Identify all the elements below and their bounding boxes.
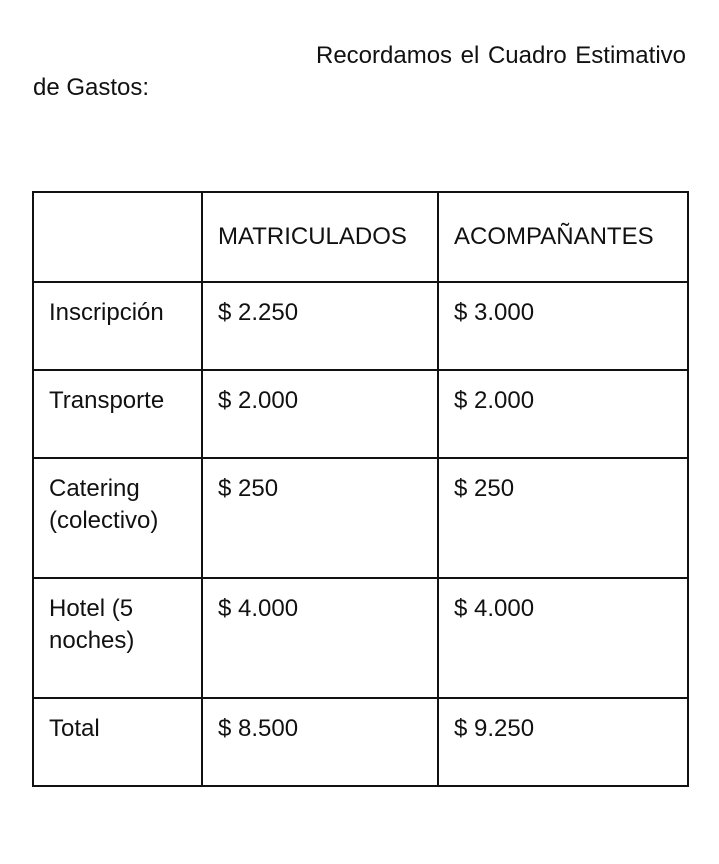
row-label: Transporte <box>33 370 202 458</box>
matriculados-cell: $ 250 <box>202 458 438 578</box>
matriculados-cell: $ 4.000 <box>202 578 438 698</box>
acompanantes-cell: $ 250 <box>438 458 688 578</box>
total-label: Total <box>33 698 202 786</box>
matriculados-cell: $ 2.000 <box>202 370 438 458</box>
table-row <box>33 370 688 458</box>
header-cell-empty <box>33 192 202 282</box>
intro-paragraph: Recordamos el Cuadro Estimativo de Gastos: <box>33 42 686 101</box>
table-row <box>33 578 688 698</box>
row-label: Hotel (5 noches) <box>33 578 202 698</box>
acompanantes-cell: $ 2.000 <box>438 370 688 458</box>
total-matriculados-cell: $ 8.500 <box>202 698 438 786</box>
table-header-row <box>33 192 688 282</box>
row-label: Inscripción <box>33 282 202 370</box>
header-cell-acompanantes: ACOMPAÑANTES <box>438 192 688 282</box>
table-row <box>33 458 688 578</box>
acompanantes-cell: $ 3.000 <box>438 282 688 370</box>
expense-table <box>32 191 689 787</box>
total-acompanantes-cell: $ 9.250 <box>438 698 688 786</box>
table-row <box>33 282 688 370</box>
row-label: Catering (colectivo) <box>33 458 202 578</box>
table-total-row <box>33 698 688 786</box>
matriculados-cell: $ 2.250 <box>202 282 438 370</box>
acompanantes-cell: $ 4.000 <box>438 578 688 698</box>
header-cell-matriculados: MATRICULADOS <box>202 192 438 282</box>
